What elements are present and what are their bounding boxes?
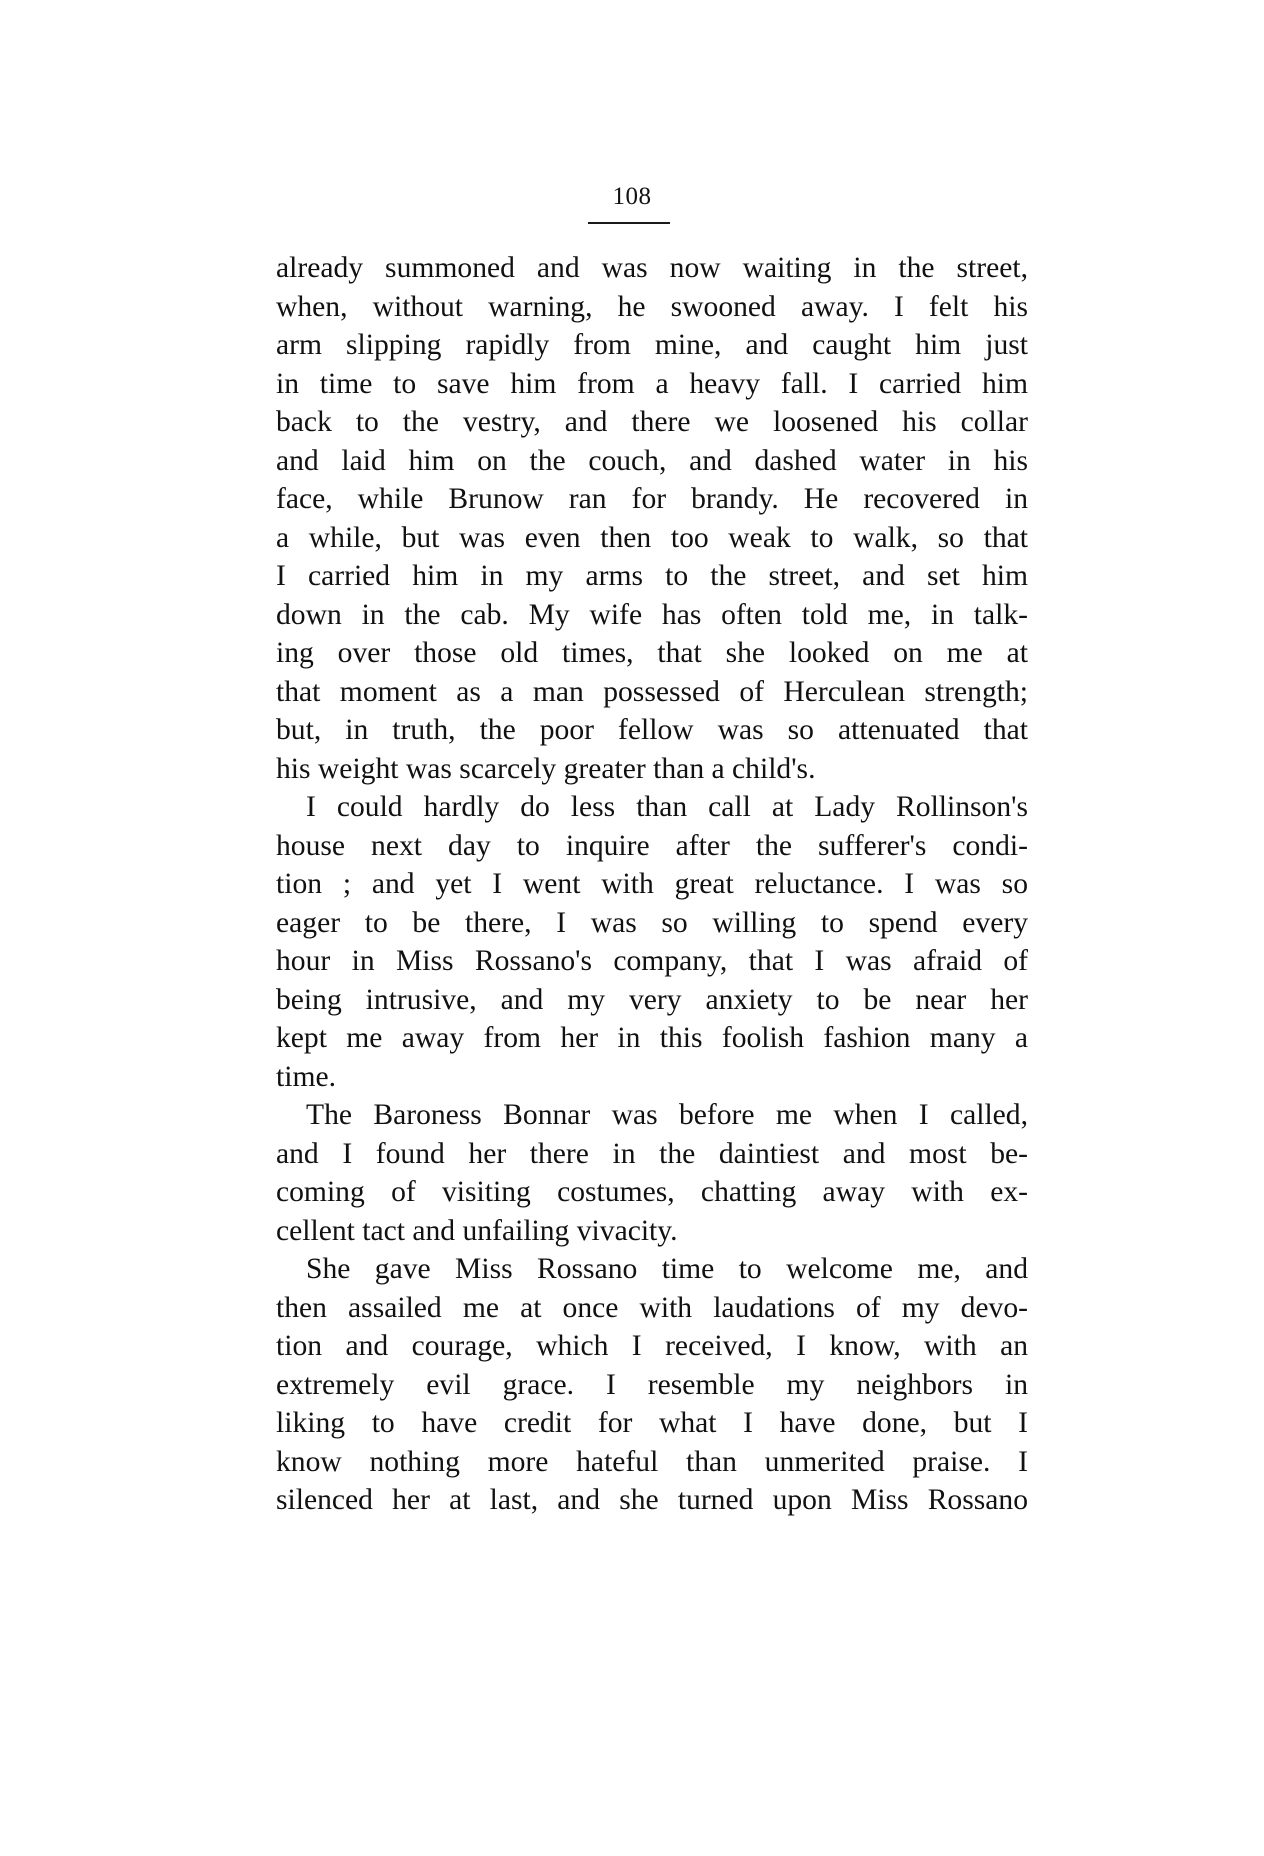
paragraph (276, 249, 1028, 788)
text-line: then assailed me at once with laudations of my devo- (276, 1291, 1028, 1324)
text-line: liking to have credit for what I have done, but I (276, 1407, 1028, 1439)
text-line: but, in truth, the poor fellow was so attenuated that (276, 714, 1028, 746)
text-line: The Baroness Bonnar was before me when I called, (306, 1099, 1028, 1131)
text-line: that moment as a man possessed of Herculean strength; (276, 675, 1028, 708)
text-line: eager to be there, I was so willing to spend every (276, 906, 1028, 939)
text-line: kept me away from her in this foolish fashion many a (276, 1022, 1028, 1054)
text-line: hour in Miss Rossano's company, that I was afraid of (276, 945, 1028, 977)
paragraph (276, 788, 1028, 1096)
text-line: ing over those old times, that she looked on me at (276, 637, 1028, 669)
text-line: being intrusive, and my very anxiety to be near her (276, 983, 1028, 1016)
text-line: in time to save him from a heavy fall. I carried him (276, 367, 1028, 400)
text-line: extremely evil grace. I resemble my neighbors in (276, 1368, 1028, 1401)
text-line: I carried him in my arms to the street, and set him (276, 560, 1028, 592)
text-line: know nothing more hateful than unmerited praise. I (276, 1445, 1028, 1478)
text-line: tion ; and yet I went with great reluctance. I was so (276, 868, 1028, 900)
text-line: back to the vestry, and there we loosened his collar (276, 406, 1028, 438)
text-line: already summoned and was now waiting in the street, (276, 252, 1028, 284)
text-line: time. (276, 1060, 336, 1093)
page-number-rule (588, 222, 670, 224)
text-line: and laid him on the couch, and dashed water in his (276, 444, 1028, 477)
text-line: his weight was scarcely greater than a child's. (276, 752, 816, 785)
text-line: house next day to inquire after the sufferer's condi- (276, 829, 1028, 862)
text-line: I could hardly do less than call at Lady Rollinson's (306, 791, 1028, 823)
text-line: a while, but was even then too weak to walk, so that (276, 521, 1028, 554)
paragraph (276, 1250, 1028, 1520)
page-number: 108 (612, 183, 652, 210)
text-line: cellent tact and unfailing vivacity. (276, 1214, 678, 1247)
text-line: silenced her at last, and she turned upon Miss Rossano (276, 1484, 1028, 1516)
text-line: coming of visiting costumes, chatting away with ex- (276, 1176, 1028, 1208)
paragraph (276, 1096, 1028, 1250)
body-text (276, 249, 1028, 1520)
text-line: face, while Brunow ran for brandy. He recovered in (276, 483, 1028, 515)
text-line: and I found her there in the daintiest and most be- (276, 1137, 1028, 1170)
text-line: when, without warning, he swooned away. I felt his (276, 290, 1028, 323)
text-line: arm slipping rapidly from mine, and caught him just (276, 329, 1028, 361)
text-line: down in the cab. My wife has often told me, in talk- (276, 598, 1028, 631)
text-line: tion and courage, which I received, I know, with an (276, 1330, 1028, 1362)
text-line: She gave Miss Rossano time to welcome me, and (306, 1253, 1028, 1285)
